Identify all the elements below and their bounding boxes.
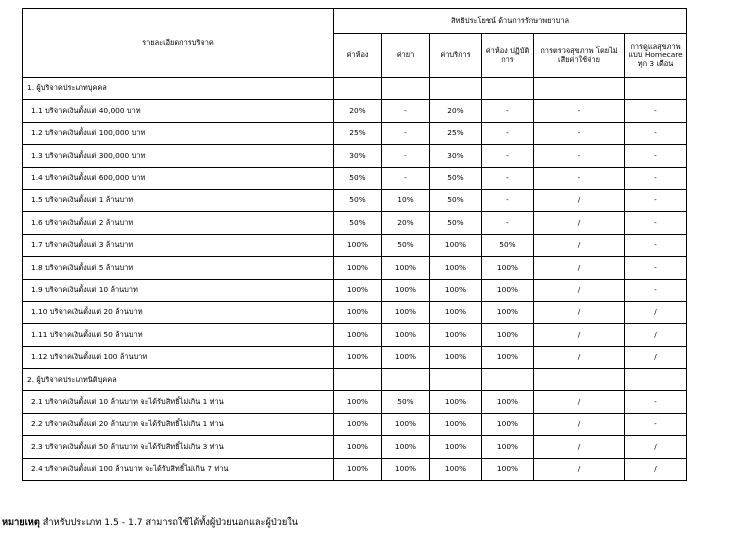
benefit-cell: 100%	[382, 436, 430, 458]
benefit-cell: /	[534, 458, 625, 480]
benefit-cell: -	[534, 100, 625, 122]
benefit-cell: 25%	[334, 122, 382, 144]
benefit-cell: 100%	[334, 324, 382, 346]
benefit-cell: -	[534, 122, 625, 144]
row-label: 1.1 บริจาคเงินตั้งแต่ 40,000 บาท	[23, 100, 334, 122]
section-empty-cell	[625, 369, 687, 391]
benefit-cell: /	[625, 346, 687, 368]
benefit-cell: /	[534, 257, 625, 279]
description-header: รายละเอียดการบริจาค	[23, 9, 334, 78]
row-label: 1.6 บริจาคเงินตั้งแต่ 2 ล้านบาท	[23, 212, 334, 234]
row-label: 2.4 บริจาคเงินตั้งแต่ 100 ล้านบาท จะได้รับสิทธิ์ไม่เกิน 7 ท่าน	[23, 458, 334, 480]
section-empty-cell	[534, 369, 625, 391]
benefit-cell: 100%	[382, 458, 430, 480]
table-row	[23, 324, 687, 346]
benefit-cell: 100%	[382, 257, 430, 279]
benefit-cell: 25%	[430, 122, 482, 144]
benefit-cell: -	[625, 279, 687, 301]
benefit-cell: 100%	[334, 346, 382, 368]
section-row	[23, 78, 687, 100]
benefit-cell: /	[534, 436, 625, 458]
benefit-cell: -	[482, 167, 534, 189]
benefit-cell: 100%	[382, 324, 430, 346]
benefit-cell: 100%	[334, 234, 382, 256]
benefit-cell: 100%	[334, 257, 382, 279]
row-label: 1.12 บริจาคเงินตั้งแต่ 100 ล้านบาท	[23, 346, 334, 368]
benefit-cell: -	[382, 100, 430, 122]
benefit-cell: -	[482, 189, 534, 211]
benefit-cell: /	[534, 413, 625, 435]
benefit-cell: 10%	[382, 189, 430, 211]
benefit-cell: 50%	[334, 189, 382, 211]
benefit-cell: 100%	[334, 436, 382, 458]
section-empty-cell	[482, 369, 534, 391]
benefit-cell: -	[482, 145, 534, 167]
benefit-cell: 50%	[334, 167, 382, 189]
benefit-cell: 100%	[430, 324, 482, 346]
benefit-cell: -	[625, 391, 687, 413]
benefit-cell: -	[625, 413, 687, 435]
table-row	[23, 167, 687, 189]
benefit-cell: -	[382, 167, 430, 189]
benefit-cell: /	[534, 324, 625, 346]
row-label: 2.2 บริจาคเงินตั้งแต่ 20 ล้านบาท จะได้รับสิทธิ์ไม่เกิน 1 ท่าน	[23, 413, 334, 435]
benefit-cell: 30%	[334, 145, 382, 167]
benefit-cell: /	[534, 346, 625, 368]
section-empty-cell	[334, 78, 382, 100]
benefit-cell: 100%	[382, 279, 430, 301]
benefit-cell: 100%	[482, 346, 534, 368]
section-empty-cell	[534, 78, 625, 100]
col-room-header: ค่าห้อง	[334, 34, 382, 78]
benefit-cell: 50%	[430, 167, 482, 189]
benefit-cell: 100%	[482, 436, 534, 458]
benefit-cell: 100%	[482, 391, 534, 413]
header-row-1	[23, 9, 687, 34]
col-medicine-header: ค่ายา	[382, 34, 430, 78]
benefit-cell: -	[382, 145, 430, 167]
row-label: 1.3 บริจาคเงินตั้งแต่ 300,000 บาท	[23, 145, 334, 167]
table-row	[23, 391, 687, 413]
benefit-cell: 100%	[334, 279, 382, 301]
benefit-cell: -	[382, 122, 430, 144]
section-row	[23, 369, 687, 391]
benefit-cell: 100%	[430, 234, 482, 256]
benefit-cell: 100%	[430, 391, 482, 413]
benefit-cell: 50%	[482, 234, 534, 256]
footnote-text: สำหรับประเภท 1.5 - 1.7 สามารถใช้ได้ทั้งผู้ป่วยนอกและผู้ป่วยใน	[39, 517, 298, 528]
row-label: 1.10 บริจาคเงินตั้งแต่ 20 ล้านบาท	[23, 301, 334, 323]
footnote-label: หมายเหตุ	[2, 517, 40, 528]
table-row	[23, 458, 687, 480]
row-label: 1.5 บริจาคเงินตั้งแต่ 1 ล้านบาท	[23, 189, 334, 211]
benefit-cell: 100%	[482, 324, 534, 346]
benefit-cell: -	[625, 189, 687, 211]
benefits-group-header: สิทธิประโยชน์ ด้านการรักษาพยาบาล	[334, 9, 687, 34]
benefit-cell: /	[534, 189, 625, 211]
row-label: 1.11 บริจาคเงินตั้งแต่ 50 ล้านบาท	[23, 324, 334, 346]
table-row	[23, 122, 687, 144]
row-label: 1.8 บริจาคเงินตั้งแต่ 5 ล้านบาท	[23, 257, 334, 279]
section-empty-cell	[625, 78, 687, 100]
table-row	[23, 413, 687, 435]
section-empty-cell	[382, 78, 430, 100]
row-label: 2.1 บริจาคเงินตั้งแต่ 10 ล้านบาท จะได้รับสิทธิ์ไม่เกิน 1 ท่าน	[23, 391, 334, 413]
table-row	[23, 257, 687, 279]
section-empty-cell	[482, 78, 534, 100]
benefit-cell: 100%	[430, 413, 482, 435]
benefit-cell: 20%	[382, 212, 430, 234]
benefit-cell: 20%	[334, 100, 382, 122]
benefit-cell: 50%	[430, 212, 482, 234]
benefit-cell: -	[625, 234, 687, 256]
benefit-cell: 100%	[430, 436, 482, 458]
benefit-cell: 100%	[482, 257, 534, 279]
col-homecare-header: การดูแลสุขภาพแบบ Homecare ทุก 3 เดือน	[625, 34, 687, 78]
benefit-cell: 100%	[334, 301, 382, 323]
benefit-cell: /	[625, 301, 687, 323]
benefit-cell: -	[625, 167, 687, 189]
benefit-cell: /	[625, 458, 687, 480]
benefit-cell: /	[534, 212, 625, 234]
benefit-cell: -	[482, 100, 534, 122]
benefit-cell: 100%	[334, 391, 382, 413]
benefit-cell: 100%	[382, 346, 430, 368]
benefit-cell: 30%	[430, 145, 482, 167]
benefit-cell: 100%	[382, 413, 430, 435]
table-row	[23, 279, 687, 301]
section-empty-cell	[430, 78, 482, 100]
table-row	[23, 189, 687, 211]
benefit-cell: 100%	[430, 301, 482, 323]
benefit-cell: -	[625, 100, 687, 122]
benefit-cell: 50%	[382, 234, 430, 256]
benefit-cell: 100%	[482, 413, 534, 435]
benefit-cell: /	[534, 279, 625, 301]
table-row	[23, 234, 687, 256]
benefit-cell: 100%	[430, 279, 482, 301]
benefit-cell: 100%	[334, 458, 382, 480]
benefit-cell: 100%	[334, 413, 382, 435]
row-label: 2.3 บริจาคเงินตั้งแต่ 50 ล้านบาท จะได้รับสิทธิ์ไม่เกิน 3 ท่าน	[23, 436, 334, 458]
benefit-cell: 100%	[482, 279, 534, 301]
section-empty-cell	[382, 369, 430, 391]
benefit-cell: /	[534, 301, 625, 323]
benefit-cell: 20%	[430, 100, 482, 122]
benefit-cell: 100%	[382, 301, 430, 323]
table-row	[23, 145, 687, 167]
col-service-header: ค่าบริการ	[430, 34, 482, 78]
benefit-cell: -	[625, 145, 687, 167]
footnote	[2, 515, 298, 530]
benefit-cell: /	[534, 391, 625, 413]
table-row	[23, 301, 687, 323]
col-checkup-header: การตรวจสุขภาพ โดยไม่เสียค่าใช้จ่าย	[534, 34, 625, 78]
section-empty-cell	[430, 369, 482, 391]
benefit-cell: 100%	[430, 257, 482, 279]
table-row	[23, 212, 687, 234]
row-label: 1.4 บริจาคเงินตั้งแต่ 600,000 บาท	[23, 167, 334, 189]
row-label: 1.7 บริจาคเงินตั้งแต่ 3 ล้านบาท	[23, 234, 334, 256]
benefit-cell: 50%	[334, 212, 382, 234]
section-title: 1. ผู้บริจาคประเภทบุคคล	[23, 78, 334, 100]
section-empty-cell	[334, 369, 382, 391]
benefit-cell: 100%	[430, 346, 482, 368]
benefit-cell: 100%	[482, 301, 534, 323]
row-label: 1.2 บริจาคเงินตั้งแต่ 100,000 บาท	[23, 122, 334, 144]
row-label: 1.9 บริจาคเงินตั้งแต่ 10 ล้านบาท	[23, 279, 334, 301]
benefit-cell: /	[534, 234, 625, 256]
benefit-cell: /	[625, 324, 687, 346]
section-title: 2. ผู้บริจาคประเภทนิติบุคคล	[23, 369, 334, 391]
benefit-cell: 50%	[430, 189, 482, 211]
benefit-cell: 50%	[382, 391, 430, 413]
benefit-cell: -	[625, 122, 687, 144]
benefit-cell: -	[482, 122, 534, 144]
col-lab-header: ค่าห้อง ปฏิบัติการ	[482, 34, 534, 78]
table-row	[23, 436, 687, 458]
benefit-cell: -	[534, 145, 625, 167]
benefit-cell: 100%	[430, 458, 482, 480]
benefit-cell: -	[482, 212, 534, 234]
table-row	[23, 346, 687, 368]
benefit-cell: -	[625, 257, 687, 279]
benefit-cell: 100%	[482, 458, 534, 480]
benefits-table	[22, 8, 687, 481]
benefit-cell: -	[625, 212, 687, 234]
table-row	[23, 100, 687, 122]
benefit-cell: -	[534, 167, 625, 189]
benefit-cell: /	[625, 436, 687, 458]
